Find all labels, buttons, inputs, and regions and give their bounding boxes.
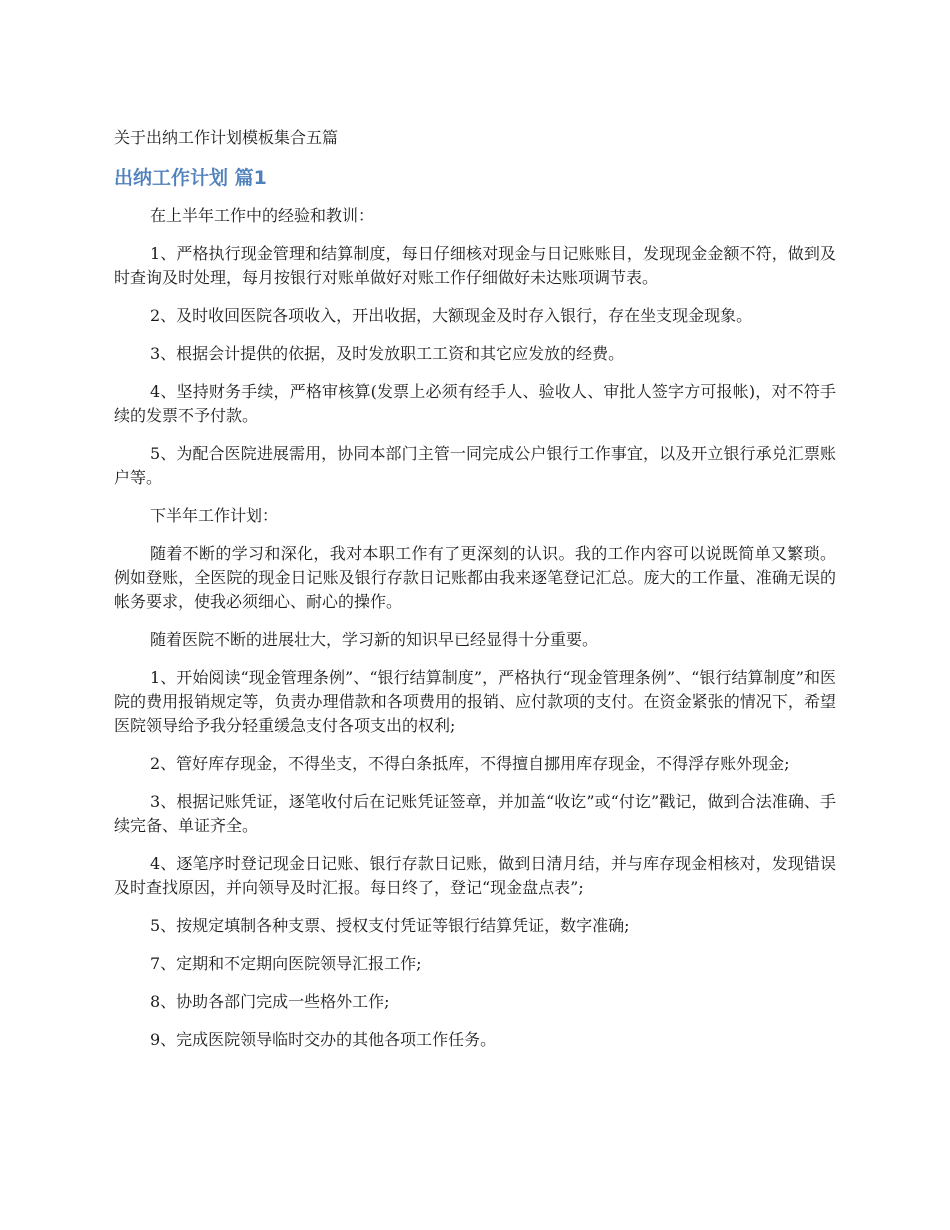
paragraph: 在上半年工作中的经验和教训： [150, 206, 375, 225]
paragraph: 1、严格执行现金管理和结算制度，每日仔细核对现金与日记账账目，发现现金金额不符，做到及时查询及时处理，每月按银行对账单做好对账工作仔细做好未达账项调节表。 [114, 244, 836, 287]
document-body [114, 204, 836, 1066]
paragraph: 4、逐笔序时登记现金日记账、银行存款日记账，做到日清月结，并与库存现金相核对，发现错误及时查找原因，并向领导及时汇报。每日终了，登记“现金盘点表”; [114, 854, 836, 897]
paragraph: 下半年工作计划： [150, 506, 279, 525]
paragraph: 2、管好库存现金，不得坐支，不得白条抵库，不得擅自挪用库存现金，不得浮存账外现金; [150, 754, 790, 773]
paragraph: 3、根据记账凭证，逐笔收付后在记账凭证签章，并加盖“收讫”或“付讫”戳记，做到合法准确、手续完备、单证齐全。 [114, 792, 836, 835]
paragraph: 随着医院不断的进展壮大，学习新的知识早已经显得十分重要。 [150, 630, 599, 649]
paragraph: 8、协助各部门完成一些格外工作; [150, 992, 390, 1011]
section-heading: 出纳工作计划 篇1 [114, 167, 267, 189]
paragraph: 3、根据会计提供的依据，及时发放职工工资和其它应发放的经费。 [150, 344, 625, 363]
paragraph: 5、为配合医院进展需用，协同本部门主管一同完成公户银行工作事宜，以及开立银行承兑汇票账户等。 [114, 444, 836, 487]
paragraph: 1、开始阅读“现金管理条例”、“银行结算制度”，严格执行“现金管理条例”、“银行结算制度”和医院的费用报销规定等，负责办理借款和各项费用的报销、应付款项的支付。在资金紧张的情况下，希望医院领导给予我分轻重缓急支付各项支出的权利; [114, 668, 836, 735]
paragraph: 4、坚持财务手续，严格审核算(发票上必须有经手人、验收人、审批人签字方可报帐)，对不符手续的发票不予付款。 [114, 382, 836, 425]
document-title: 关于出纳工作计划模板集合五篇 [114, 128, 339, 147]
paragraph: 2、及时收回医院各项收入，开出收据，大额现金及时存入银行，存在坐支现金现象。 [150, 306, 753, 325]
paragraph: 7、定期和不定期向医院领导汇报工作; [150, 954, 422, 973]
paragraph: 随着不断的学习和深化，我对本职工作有了更深刻的认识。我的工作内容可以说既简单又繁琐。例如登账，全医院的现金日记账及银行存款日记账都由我来逐笔登记汇总。庞大的工作量、准确无误的帐务要求，使我必须细心、耐心的操作。 [114, 544, 836, 611]
paragraph: 9、完成医院领导临时交办的其他各项工作任务。 [150, 1030, 497, 1049]
paragraph: 5、按规定填制各种支票、授权支付凭证等银行结算凭证，数字准确; [150, 916, 630, 935]
